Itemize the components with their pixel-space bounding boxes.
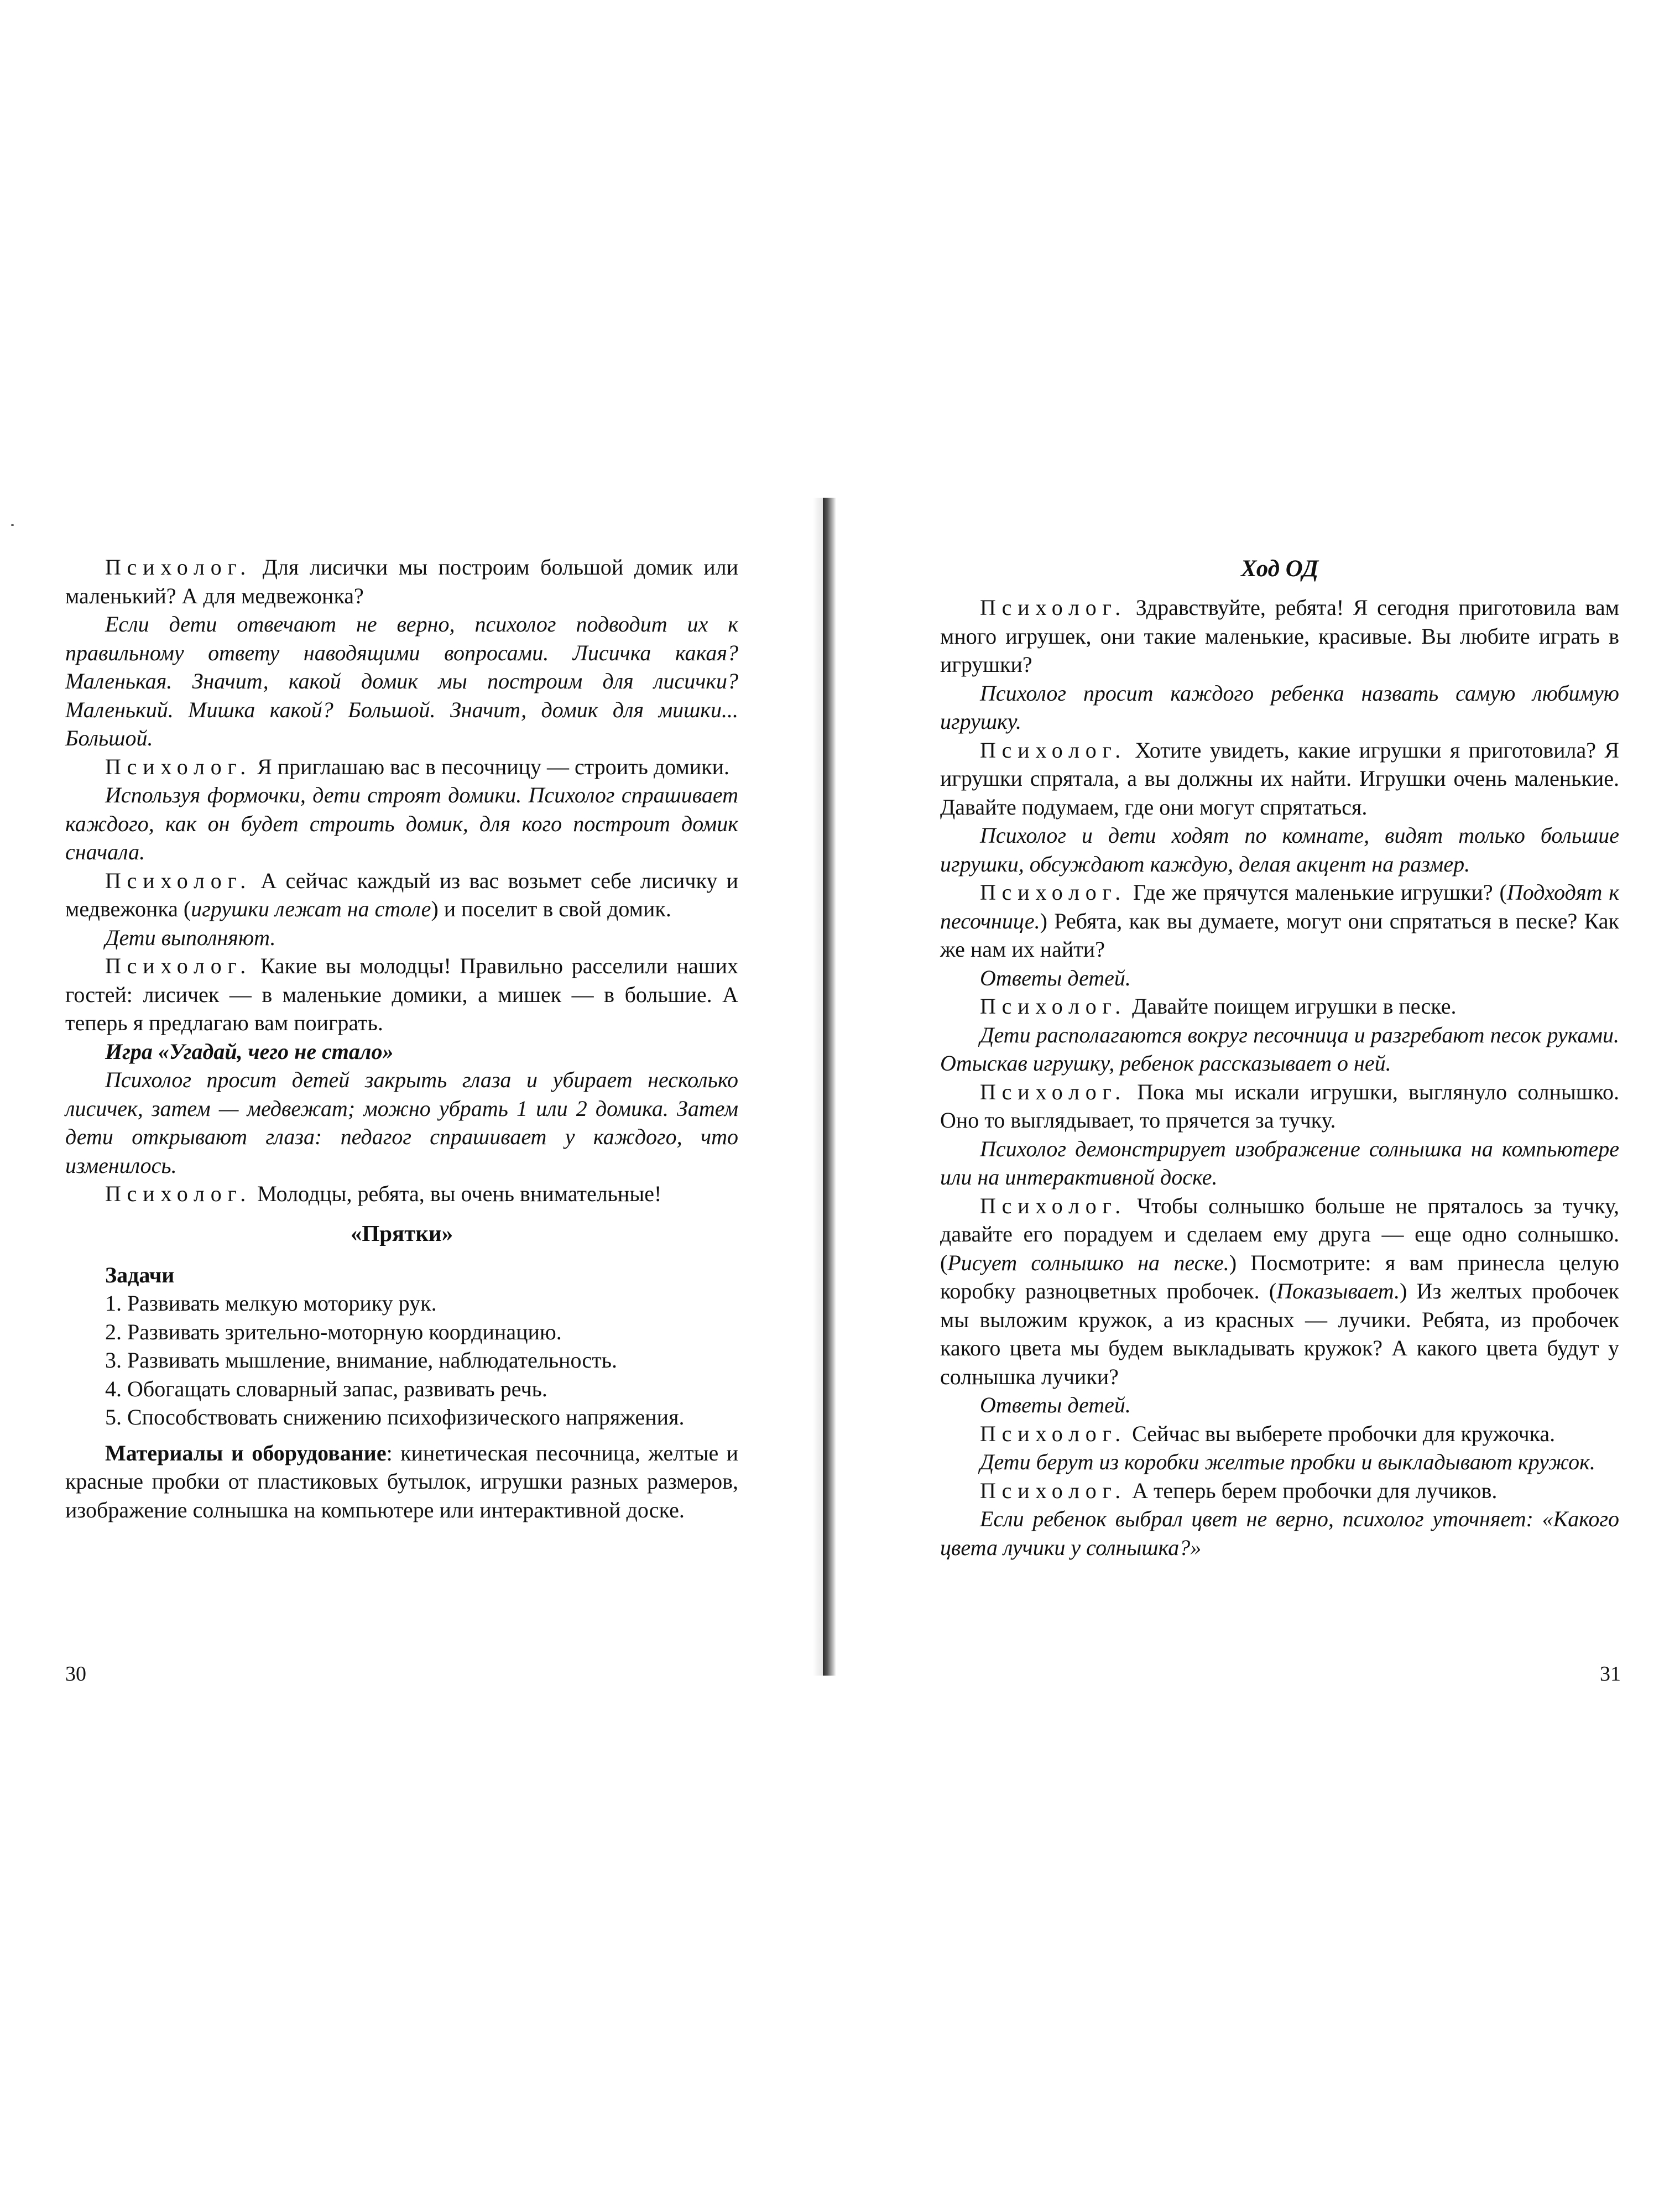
- task-item: 3. Развивать мышление, внимание, наблюдательность.: [105, 1348, 617, 1373]
- task-item: 1. Развивать мелкую моторику рук.: [105, 1291, 437, 1316]
- right-p16: Если ребенок выбрал цвет не верно, психолог уточняет: «Какого цвета лучики у солнышка?»: [940, 1506, 1619, 1560]
- right-p14: Дети берут из коробки желтые пробки и выкладывают кружок.: [980, 1449, 1595, 1474]
- left-p4: Используя формочки, дети строят домики. Психолог спрашивает каждого, как он будет строить домик, для кого построит домик сначала.: [65, 782, 738, 864]
- tasks-heading: Задачи: [105, 1262, 175, 1287]
- scan-speck: [11, 524, 14, 526]
- page-number-left: 30: [65, 1662, 86, 1686]
- left-p9: Психолог. Молодцы, ребята, вы очень внимательные!: [105, 1181, 662, 1206]
- right-p8: Дети располагаются вокруг песочница и разгребают песок руками. Отыскав игрушку, ребенок рассказывает о ней.: [940, 1022, 1619, 1076]
- task-item: 2. Развивать зрительно-моторную координацию.: [105, 1319, 562, 1344]
- left-p5: Психолог. А сейчас каждый из вас возьмет себе лисичку и медвежонка (игрушки лежат на столе) и поселит в свой домик.: [65, 868, 738, 921]
- right-page: [940, 555, 1619, 1562]
- left-p7: Психолог. Какие вы молодцы! Правильно расселили наших гостей: лисичек — в маленькие домики, а мишек — в большие. А теперь я предлагаю вам поиграть.: [65, 953, 738, 1035]
- right-p5: Психолог. Где же прячутся маленькие игрушки? (Подходят к песочнице.) Ребята, как вы думаете, могут они спрятаться в песке? Как же нам их найти?: [940, 880, 1619, 962]
- materials: Материалы и оборудование: кинетическая песочница, желтые и красные пробки от пластиковых бутылок, игрушки разных размеров, изображение солнышка на компьютере или интерактивной доске.: [65, 1440, 738, 1522]
- book-spine: [823, 498, 836, 1676]
- game-title: Игра «Угадай, чего не стало»: [105, 1039, 394, 1064]
- right-p6: Ответы детей.: [980, 965, 1131, 990]
- right-p4: Психолог и дети ходят по комнате, видят только большие игрушки, обсуждают каждую, делая акцент на размер.: [940, 823, 1619, 877]
- task-item: 5. Способствовать снижению психофизического напряжения.: [105, 1405, 685, 1430]
- left-page: [65, 553, 738, 1524]
- left-p8: Психолог просит детей закрыть глаза и убирает несколько лисичек, затем — медвежат; можно убрать 1 или 2 домика. Затем дети открывают глаза: педагог спрашивает у каждого, что изменилось.: [65, 1067, 738, 1178]
- right-p10: Психолог демонстрирует изображение солнышка на компьютере или на интерактивной доске.: [940, 1136, 1619, 1190]
- right-p7: Психолог. Давайте поищем игрушки в песке.: [980, 994, 1457, 1019]
- right-p9: Психолог. Пока мы искали игрушки, выглянуло солнышко. Оно то выглядывает, то прячется за тучку.: [940, 1079, 1619, 1133]
- section-title: «Прятки»: [350, 1220, 453, 1246]
- book-spine-shadow: [813, 498, 824, 1676]
- right-p12: Ответы детей.: [980, 1392, 1131, 1417]
- left-p1: Психолог. Для лисички мы построим большой домик или маленький? А для медвежонка?: [65, 555, 738, 608]
- left-p2: Если дети отвечают не верно, психолог подводит их к правильному ответу наводящими вопросами. Лисичка какая? Маленькая. Значит, какой домик мы построим для лисички? Маленький. Мишка какой? Большой. Значит, домик для мишки... Большой.: [65, 612, 738, 750]
- right-heading: Ход ОД: [1240, 556, 1319, 582]
- task-item: 4. Обогащать словарный запас, развивать речь.: [105, 1376, 547, 1401]
- right-p2: Психолог просит каждого ребенка назвать самую любимую игрушку.: [940, 680, 1619, 734]
- page-number-right: 31: [1600, 1662, 1621, 1686]
- right-p3: Психолог. Хотите увидеть, какие игрушки я приготовила? Я игрушки спрятала, а вы должны их найти. Игрушки очень маленькие. Давайте подумаем, где они могут спрятаться.: [940, 737, 1619, 820]
- right-p13: Психолог. Сейчас вы выберете пробочки для кружочка.: [980, 1421, 1556, 1446]
- right-p11: Психолог. Чтобы солнышко больше не пряталось за тучку, давайте его порадуем и сделаем ему друга — еще одно солнышко. (Рисует солнышко на песке.) Посмотрите: я вам принесла целую коробку разноцветных пробочек. (Показывает.) Из желтых пробочек мы выложим кружок, а из красных — лучики. Ребята, из пробочек какого цвета мы будем выкладывать кружок? А какого цвета будут у солнышка лучики?: [940, 1193, 1620, 1389]
- right-p15: Психолог. А теперь берем пробочки для лучиков.: [980, 1478, 1498, 1503]
- left-p3: Психолог. Я приглашаю вас в песочницу — строить домики.: [105, 754, 730, 779]
- left-p6: Дети выполняют.: [105, 925, 276, 950]
- right-p1: Психолог. Здравствуйте, ребята! Я сегодня приготовила вам много игрушек, они такие маленькие, красивые. Вы любите играть в игрушки?: [940, 595, 1619, 677]
